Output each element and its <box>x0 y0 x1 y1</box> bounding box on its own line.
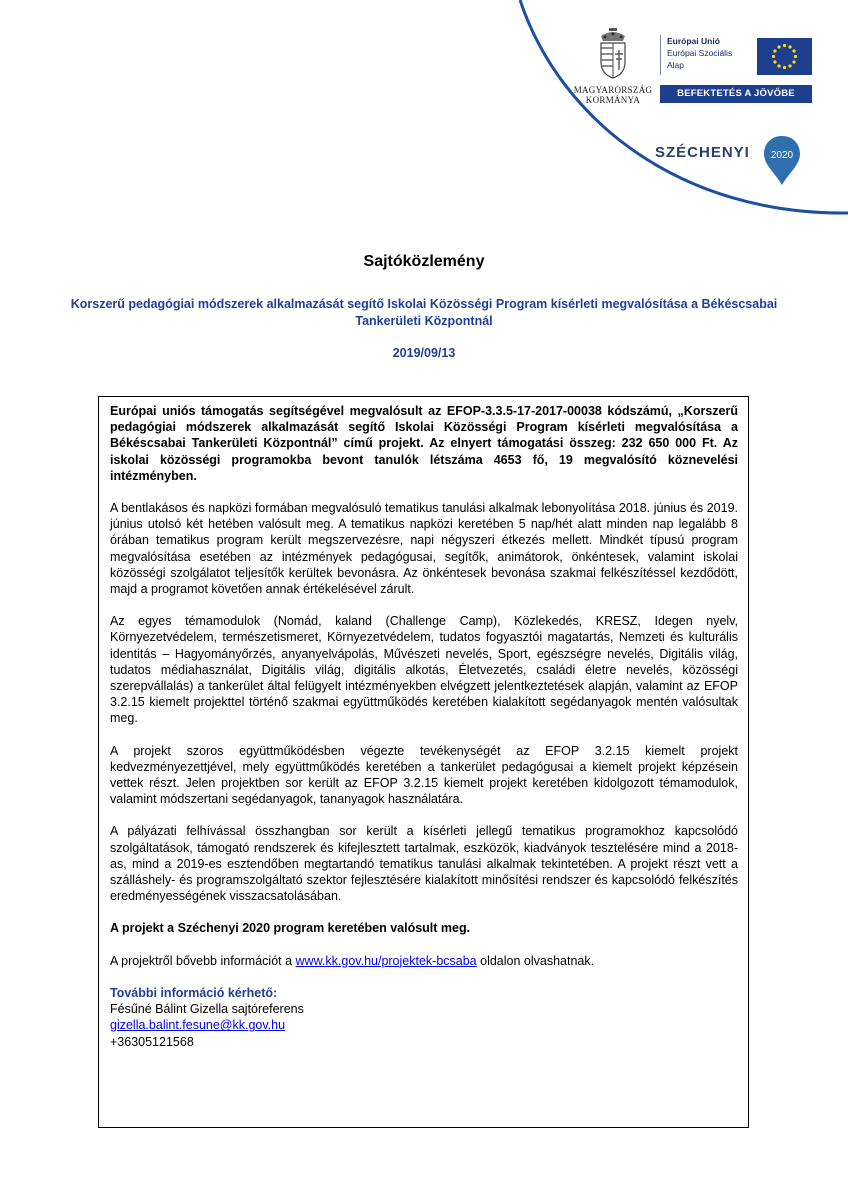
contact-email-link[interactable]: gizella.balint.fesune@kk.gov.hu <box>110 1018 286 1033</box>
more-info-paragraph <box>110 953 738 969</box>
eu-star <box>777 45 780 48</box>
eu-star <box>792 60 795 63</box>
government-name-line-2: KORMÁNYA <box>585 95 641 105</box>
contact-name: Fésűné Bálint Gizella sajtóreferens <box>110 1002 304 1017</box>
body-paragraph-1: A bentlakásos és napközi formában megvalósuló tematikus tanulási alkalmak lebonyolítása 2018. június és 2019. június utolsó két hetében valósult meg. A tematikus napközi keretében 5 nap/hét alatt minden nap legalább 8 órában tematikus program került megszervezésre, napi négyszeri étkezés mellett. Mindkét típusú program megvalósítása esetében az intézmények pedagógusai, segítők, animátorok, önkéntesek, valamint iskolai közösségi szolgálatot teljesítők kerültek bevonásra. Az önkéntesek bevonása szakmai felkészítéssel kezdődött, majd a programot követően annak értékelésével zárult. <box>110 501 738 597</box>
more-info-before: A projektről bővebb információt a <box>110 953 296 968</box>
szechenyi-2020-logo <box>655 134 805 186</box>
contact-block <box>110 985 738 1050</box>
eu-banner: BEFEKTETÉS A JÖVŐBE <box>660 85 812 103</box>
body-paragraph-3: A projekt szoros együttműködésben végezte tevékenységét az EFOP 3.2.15 kiemelt projekt kedvezményezettjével, mely együttműködés keretében a tankerület pedagógusai a kiemelt projekt képzésein vettek részt. Jelen projektben sor került az EFOP 3.2.15 kiemelt projekt keretében kidolgozott témamodulok, valamint módszertani segédanyagok, tananyagok használatára. <box>110 743 738 807</box>
contact-phone: +36305121568 <box>110 1034 194 1049</box>
eu-star <box>773 60 776 63</box>
eu-line-2: Európai Szociális <box>667 48 733 58</box>
body-paragraph-2: Az egyes témamodulok (Nomád, kaland (Challenge Camp), Közlekedés, KRESZ, Idegen nyelv, Környezetvédelem, természetismeret, Környezetvédelem, tudatos fogyasztói magatartás, Nemzeti és kulturális identitás – Hagyományőrzés, anyanyelvápolás, Művészeti nevelés, Sport, egészségre nevelés, Digitális világ, tudatos médiahasználat, Digitális világ, digitális alkotás, Életvezetés, családi életre nevelés, közösségi szerepvállalás) a tankerület által felügyelt intézményekben elvégzett jelentkeztetések alapján, valamint az EFOP 3.2.15 kiemelt projekttel történő szakmai együttműködés keretében kialakított segédanyagok mentén valósultak meg. <box>110 614 738 726</box>
eu-star <box>783 66 786 69</box>
hungarian-coat-of-arms-icon <box>596 28 630 80</box>
eu-star <box>783 44 786 47</box>
szechenyi-statement: A projekt a Széchenyi 2020 program keretében valósult meg. <box>110 921 471 936</box>
release-date: 2019/09/13 <box>392 346 456 360</box>
eu-star <box>788 45 791 48</box>
project-website-link[interactable]: www.kk.gov.hu/projektek-bcsaba <box>295 953 477 968</box>
government-name-line-1: MAGYARORSZÁG <box>573 85 653 95</box>
intro-paragraph: Európai uniós támogatás segítségével megvalósult az EFOP-3.3.5-17-2017-00038 kódszámú, „Korszerű pedagógiai módszerek alkalmazását segítő Iskolai Közösségi Program kísérleti megvalósítása a Békéscsabai Tankerületi Központnál” című projekt. Az elnyert támogatási összeg: 232 650 000 Ft. Az iskolai közösségi programokba bevont tanulók létszáma 4653 fő, 19 megvalósító köznevelési intézményben. <box>110 404 738 483</box>
szechenyi-text: SZÉCHENYI <box>655 144 750 161</box>
government-logo <box>572 28 654 105</box>
map-pin-icon <box>762 134 802 186</box>
eu-line-3: Alap <box>667 60 685 70</box>
page-subtitle: Korszerű pedagógiai módszerek alkalmazását segítő Iskolai Közösségi Program kísérleti megvalósítása a Békéscsabai Tankerületi Központnál <box>70 297 778 328</box>
eu-star <box>773 49 776 52</box>
eu-star <box>792 49 795 52</box>
eu-text <box>660 35 732 75</box>
eu-star <box>788 64 791 67</box>
contact-heading: További információ kérhető: <box>110 985 278 1000</box>
press-release-body <box>110 403 738 1050</box>
eu-flag-icon <box>757 38 812 75</box>
body-paragraph-4: A pályázati felhívással összhangban sor került a kísérleti jellegű tematikus programokhoz kapcsolódó szolgáltatások, támogató rendszerek és kifejlesztett tartalmak, eszközök, kiadványok tesztelésére mind a 2018-as, mind a 2019-es esztendőben megtartandó tematikus tanulási alkalmak tekintetében. A projekt részt vett a szálláshely- és programszolgáltató szektor fejlesztésére kialakított minősítési rendszer és kapcsolódó felkészítés eredményességének visszacsatolásában. <box>110 824 738 904</box>
eu-star <box>794 55 797 58</box>
page-title: Sajtóközlemény <box>363 253 485 270</box>
more-info-after: oldalon olvashatnak. <box>476 953 595 968</box>
szechenyi-year: 2020 <box>770 150 794 161</box>
eu-line-1: Európai Unió <box>667 36 720 46</box>
eu-star <box>777 64 780 67</box>
eu-star <box>772 55 775 58</box>
